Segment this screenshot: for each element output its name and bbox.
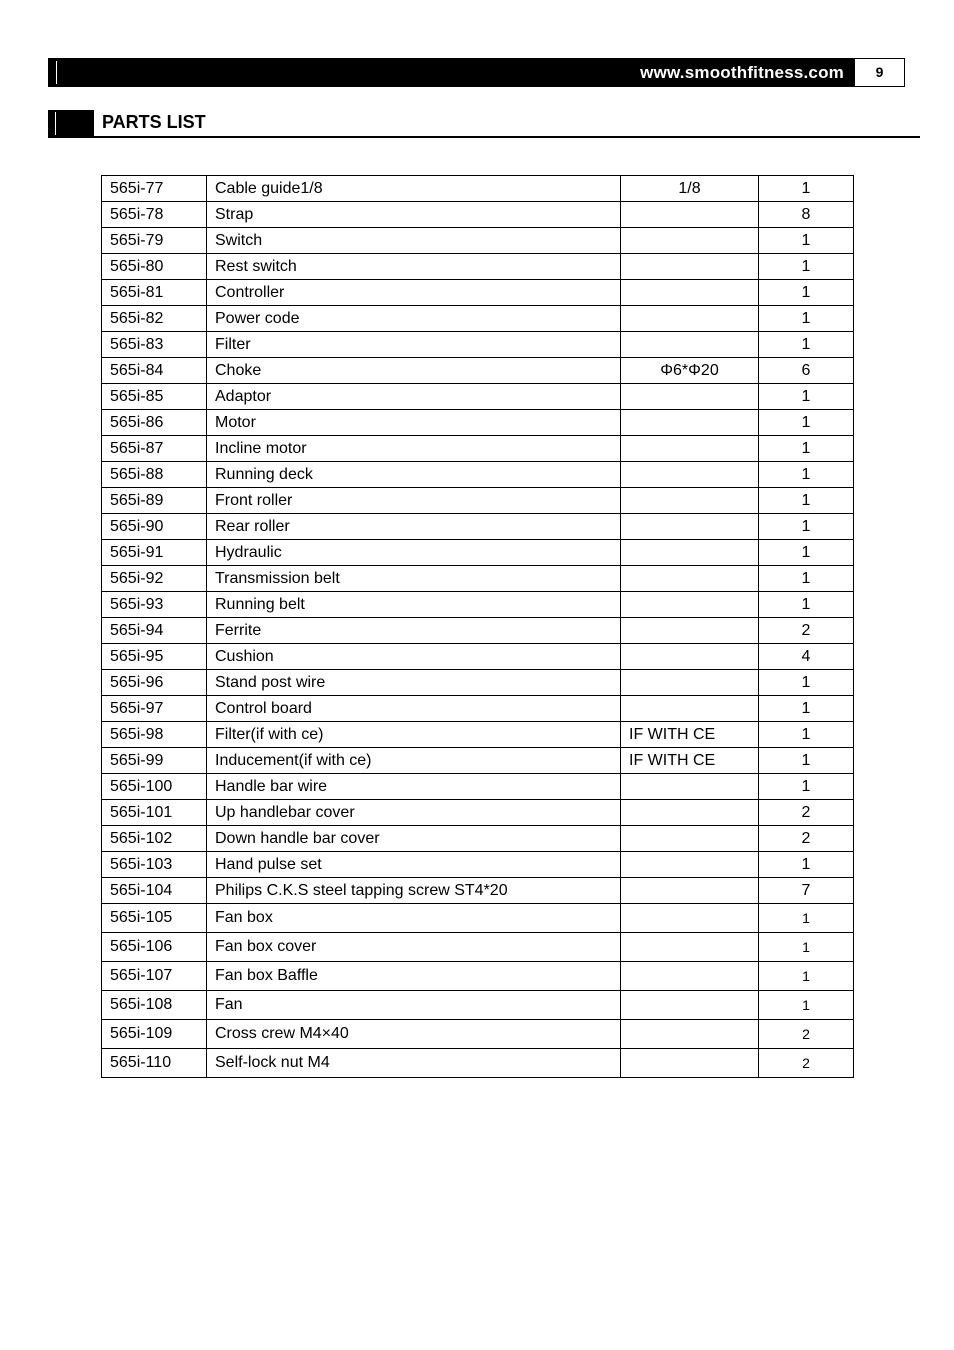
part-spec-cell bbox=[621, 202, 759, 228]
part-name-cell: Stand post wire bbox=[207, 670, 621, 696]
part-name-cell: Philips C.K.S steel tapping screw ST4*20 bbox=[207, 878, 621, 904]
part-qty-cell: 1 bbox=[759, 306, 854, 332]
part-name-cell: Running belt bbox=[207, 592, 621, 618]
section-underline bbox=[48, 136, 920, 138]
table-row bbox=[102, 826, 854, 852]
part-name-cell: Rear roller bbox=[207, 514, 621, 540]
part-qty-cell: 1 bbox=[759, 592, 854, 618]
part-qty-cell: 1 bbox=[759, 462, 854, 488]
part-name-cell: Hand pulse set bbox=[207, 852, 621, 878]
part-qty-cell: 1 bbox=[759, 540, 854, 566]
table-row bbox=[102, 618, 854, 644]
part-spec-cell: IF WITH CE bbox=[621, 722, 759, 748]
part-qty-cell: 1 bbox=[759, 488, 854, 514]
part-spec-cell bbox=[621, 933, 759, 962]
header-divider-line bbox=[56, 61, 57, 84]
table-row bbox=[102, 904, 854, 933]
part-code-cell: 565i-89 bbox=[102, 488, 207, 514]
part-name-cell: Rest switch bbox=[207, 254, 621, 280]
website-url: www.smoothfitness.com bbox=[640, 63, 844, 82]
table-row bbox=[102, 254, 854, 280]
part-spec-cell bbox=[621, 436, 759, 462]
part-qty-cell: 8 bbox=[759, 202, 854, 228]
part-name-cell: Running deck bbox=[207, 462, 621, 488]
part-name-cell: Fan bbox=[207, 991, 621, 1020]
part-spec-cell bbox=[621, 670, 759, 696]
part-name-cell: Strap bbox=[207, 202, 621, 228]
part-code-cell: 565i-106 bbox=[102, 933, 207, 962]
part-spec-cell bbox=[621, 566, 759, 592]
part-qty-cell: 1 bbox=[759, 514, 854, 540]
part-code-cell: 565i-87 bbox=[102, 436, 207, 462]
part-spec-cell bbox=[621, 410, 759, 436]
part-qty-cell: 1 bbox=[759, 962, 854, 991]
part-qty-cell: 1 bbox=[759, 852, 854, 878]
part-qty-cell: 1 bbox=[759, 436, 854, 462]
part-code-cell: 565i-82 bbox=[102, 306, 207, 332]
table-row bbox=[102, 644, 854, 670]
table-row bbox=[102, 962, 854, 991]
table-row bbox=[102, 670, 854, 696]
parts-table bbox=[101, 175, 854, 1078]
part-qty-cell: 1 bbox=[759, 280, 854, 306]
part-name-cell: Cable guide1/8 bbox=[207, 176, 621, 202]
part-spec-cell bbox=[621, 462, 759, 488]
part-code-cell: 565i-77 bbox=[102, 176, 207, 202]
page-number: 9 bbox=[854, 58, 905, 87]
part-code-cell: 565i-91 bbox=[102, 540, 207, 566]
part-qty-cell: 4 bbox=[759, 644, 854, 670]
table-row bbox=[102, 800, 854, 826]
part-code-cell: 565i-99 bbox=[102, 748, 207, 774]
part-name-cell: Motor bbox=[207, 410, 621, 436]
part-spec-cell bbox=[621, 991, 759, 1020]
part-qty-cell: 1 bbox=[759, 176, 854, 202]
table-row bbox=[102, 722, 854, 748]
table-row bbox=[102, 358, 854, 384]
part-code-cell: 565i-107 bbox=[102, 962, 207, 991]
table-row bbox=[102, 280, 854, 306]
part-name-cell: Self-lock nut M4 bbox=[207, 1049, 621, 1078]
header-bar bbox=[48, 58, 854, 87]
part-code-cell: 565i-88 bbox=[102, 462, 207, 488]
part-spec-cell bbox=[621, 618, 759, 644]
part-code-cell: 565i-93 bbox=[102, 592, 207, 618]
part-code-cell: 565i-79 bbox=[102, 228, 207, 254]
part-code-cell: 565i-94 bbox=[102, 618, 207, 644]
part-spec-cell bbox=[621, 332, 759, 358]
part-qty-cell: 1 bbox=[759, 228, 854, 254]
part-qty-cell: 1 bbox=[759, 410, 854, 436]
table-row bbox=[102, 1049, 854, 1078]
part-name-cell: Handle bar wire bbox=[207, 774, 621, 800]
part-qty-cell: 2 bbox=[759, 826, 854, 852]
part-spec-cell bbox=[621, 540, 759, 566]
table-row bbox=[102, 462, 854, 488]
part-qty-cell: 1 bbox=[759, 991, 854, 1020]
part-name-cell: Transmission belt bbox=[207, 566, 621, 592]
part-name-cell: Up handlebar cover bbox=[207, 800, 621, 826]
table-row bbox=[102, 228, 854, 254]
part-spec-cell bbox=[621, 644, 759, 670]
parts-table-body bbox=[102, 176, 854, 1078]
part-name-cell: Filter bbox=[207, 332, 621, 358]
part-qty-cell: 1 bbox=[759, 670, 854, 696]
table-row bbox=[102, 384, 854, 410]
part-code-cell: 565i-95 bbox=[102, 644, 207, 670]
table-row bbox=[102, 933, 854, 962]
part-spec-cell bbox=[621, 904, 759, 933]
part-code-cell: 565i-90 bbox=[102, 514, 207, 540]
part-spec-cell bbox=[621, 1049, 759, 1078]
part-qty-cell: 1 bbox=[759, 933, 854, 962]
part-spec-cell bbox=[621, 488, 759, 514]
part-code-cell: 565i-78 bbox=[102, 202, 207, 228]
table-row bbox=[102, 852, 854, 878]
table-row bbox=[102, 488, 854, 514]
part-code-cell: 565i-104 bbox=[102, 878, 207, 904]
part-code-cell: 565i-85 bbox=[102, 384, 207, 410]
part-name-cell: Fan box cover bbox=[207, 933, 621, 962]
part-spec-cell bbox=[621, 696, 759, 722]
part-spec-cell bbox=[621, 962, 759, 991]
part-name-cell: Inducement(if with ce) bbox=[207, 748, 621, 774]
table-row bbox=[102, 306, 854, 332]
part-code-cell: 565i-83 bbox=[102, 332, 207, 358]
part-spec-cell: 1/8 bbox=[621, 176, 759, 202]
part-code-cell: 565i-86 bbox=[102, 410, 207, 436]
part-qty-cell: 1 bbox=[759, 384, 854, 410]
part-name-cell: Cross crew M4×40 bbox=[207, 1020, 621, 1049]
part-name-cell: Power code bbox=[207, 306, 621, 332]
table-row bbox=[102, 410, 854, 436]
part-qty-cell: 2 bbox=[759, 1049, 854, 1078]
table-row bbox=[102, 592, 854, 618]
part-spec-cell bbox=[621, 280, 759, 306]
part-code-cell: 565i-108 bbox=[102, 991, 207, 1020]
part-qty-cell: 1 bbox=[759, 566, 854, 592]
part-code-cell: 565i-97 bbox=[102, 696, 207, 722]
part-code-cell: 565i-105 bbox=[102, 904, 207, 933]
table-row bbox=[102, 774, 854, 800]
part-spec-cell bbox=[621, 826, 759, 852]
table-row bbox=[102, 566, 854, 592]
part-name-cell: Front roller bbox=[207, 488, 621, 514]
part-name-cell: Control board bbox=[207, 696, 621, 722]
part-name-cell: Fan box bbox=[207, 904, 621, 933]
part-qty-cell: 2 bbox=[759, 618, 854, 644]
section-marker-block bbox=[48, 110, 94, 137]
part-name-cell: Incline motor bbox=[207, 436, 621, 462]
part-code-cell: 565i-102 bbox=[102, 826, 207, 852]
table-row bbox=[102, 332, 854, 358]
part-name-cell: Ferrite bbox=[207, 618, 621, 644]
part-qty-cell: 1 bbox=[759, 254, 854, 280]
part-qty-cell: 6 bbox=[759, 358, 854, 384]
part-code-cell: 565i-80 bbox=[102, 254, 207, 280]
table-row bbox=[102, 202, 854, 228]
part-spec-cell bbox=[621, 228, 759, 254]
table-row bbox=[102, 514, 854, 540]
part-qty-cell: 1 bbox=[759, 904, 854, 933]
part-qty-cell: 1 bbox=[759, 696, 854, 722]
part-name-cell: Fan box Baffle bbox=[207, 962, 621, 991]
part-code-cell: 565i-81 bbox=[102, 280, 207, 306]
part-name-cell: Controller bbox=[207, 280, 621, 306]
part-name-cell: Filter(if with ce) bbox=[207, 722, 621, 748]
part-qty-cell: 7 bbox=[759, 878, 854, 904]
part-code-cell: 565i-101 bbox=[102, 800, 207, 826]
table-row bbox=[102, 696, 854, 722]
part-qty-cell: 1 bbox=[759, 332, 854, 358]
part-spec-cell bbox=[621, 800, 759, 826]
table-row bbox=[102, 1020, 854, 1049]
part-qty-cell: 2 bbox=[759, 1020, 854, 1049]
section-title: PARTS LIST bbox=[102, 112, 206, 132]
part-code-cell: 565i-100 bbox=[102, 774, 207, 800]
part-spec-cell: Φ6*Φ20 bbox=[621, 358, 759, 384]
part-spec-cell: IF WITH CE bbox=[621, 748, 759, 774]
part-name-cell: Cushion bbox=[207, 644, 621, 670]
part-qty-cell: 2 bbox=[759, 800, 854, 826]
part-code-cell: 565i-103 bbox=[102, 852, 207, 878]
section-marker-line bbox=[55, 112, 56, 135]
part-name-cell: Switch bbox=[207, 228, 621, 254]
part-code-cell: 565i-92 bbox=[102, 566, 207, 592]
part-code-cell: 565i-109 bbox=[102, 1020, 207, 1049]
part-spec-cell bbox=[621, 592, 759, 618]
table-row bbox=[102, 540, 854, 566]
part-spec-cell bbox=[621, 1020, 759, 1049]
part-name-cell: Adaptor bbox=[207, 384, 621, 410]
table-row bbox=[102, 176, 854, 202]
part-spec-cell bbox=[621, 514, 759, 540]
table-row bbox=[102, 878, 854, 904]
part-code-cell: 565i-96 bbox=[102, 670, 207, 696]
part-name-cell: Down handle bar cover bbox=[207, 826, 621, 852]
part-spec-cell bbox=[621, 878, 759, 904]
part-qty-cell: 1 bbox=[759, 774, 854, 800]
part-spec-cell bbox=[621, 774, 759, 800]
part-code-cell: 565i-110 bbox=[102, 1049, 207, 1078]
part-code-cell: 565i-84 bbox=[102, 358, 207, 384]
part-spec-cell bbox=[621, 852, 759, 878]
part-spec-cell bbox=[621, 306, 759, 332]
part-spec-cell bbox=[621, 384, 759, 410]
part-qty-cell: 1 bbox=[759, 722, 854, 748]
part-code-cell: 565i-98 bbox=[102, 722, 207, 748]
part-spec-cell bbox=[621, 254, 759, 280]
part-name-cell: Hydraulic bbox=[207, 540, 621, 566]
table-row bbox=[102, 748, 854, 774]
table-row bbox=[102, 436, 854, 462]
table-row bbox=[102, 991, 854, 1020]
part-name-cell: Choke bbox=[207, 358, 621, 384]
part-qty-cell: 1 bbox=[759, 748, 854, 774]
